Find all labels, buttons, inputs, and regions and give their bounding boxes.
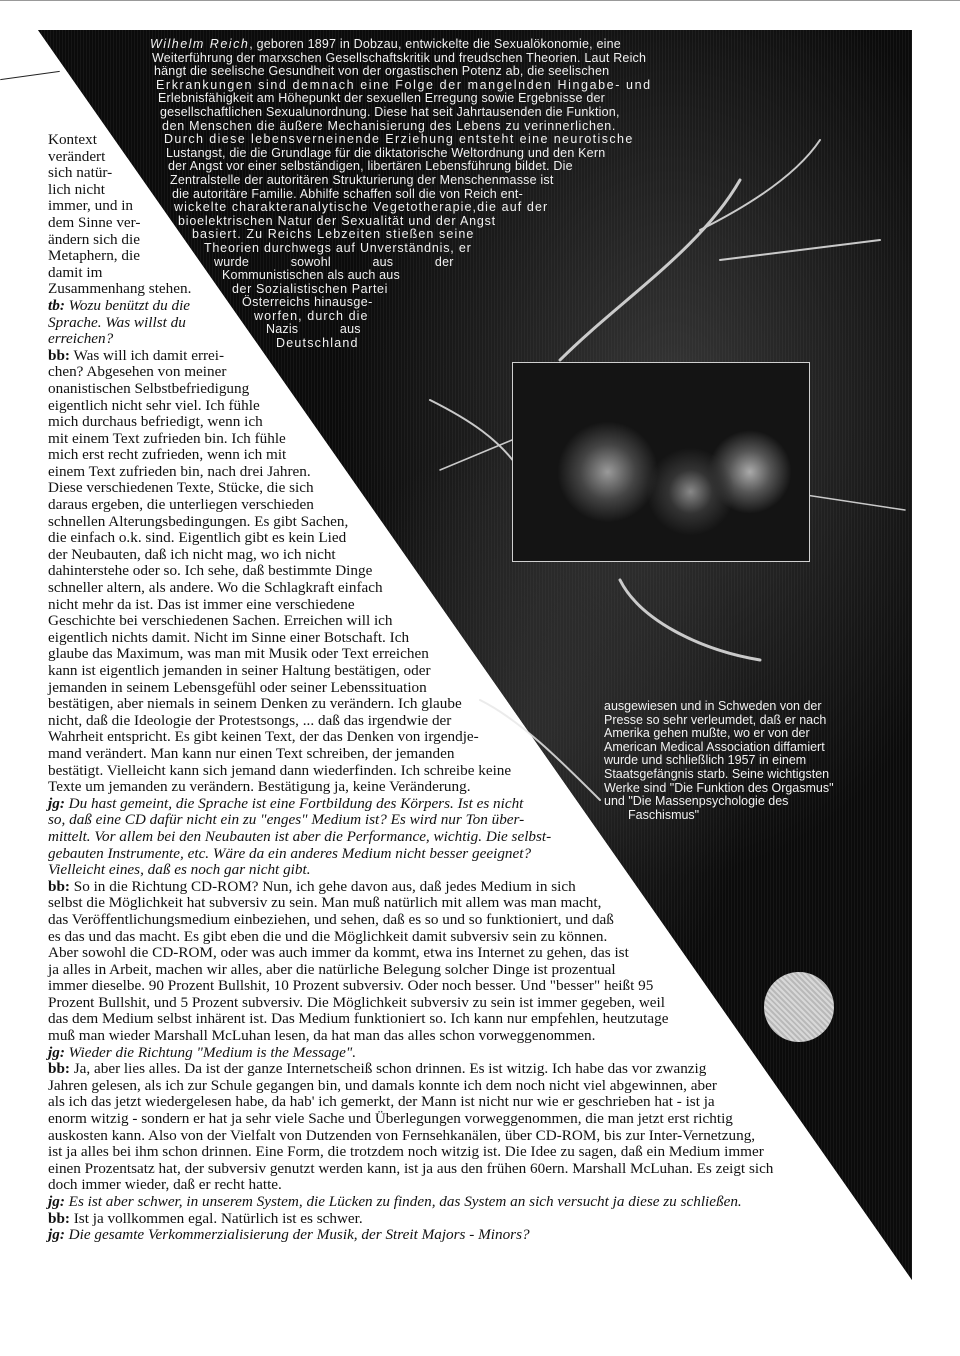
interview-line: [48, 646, 838, 663]
bio-line: die autoritäre Familie. Abhilfe schaffen soll die von Reich ent-: [172, 186, 523, 201]
interview-line: [48, 862, 838, 879]
line-text: chen? Abgesehen von meiner: [48, 363, 227, 381]
line-text: der Neubauten, daß ich nicht mag, wo ich nicht: [48, 545, 336, 563]
interview-line: [48, 364, 838, 381]
interview-line: [48, 945, 838, 962]
interview-line: [48, 879, 838, 896]
line-text: enorm witzig - sondern er hat ja sehr viele Sache und Überlegungen vorweggenommen, die man jetzt erst richtig: [48, 1110, 733, 1128]
interview-line: [48, 431, 838, 448]
interview-line: [48, 497, 838, 514]
bio-line: gesellschaftlichen Sexualunordnung. Diese hat seit Jahrtausenden die Funktion,: [160, 104, 620, 119]
interview-line: [48, 829, 838, 846]
line-text: schnellen Alterungsbedingungen. Es gibt Sachen,: [48, 512, 349, 530]
interview-line: [48, 597, 838, 614]
line-text: Vielleicht eines, daß es noch gar nicht gibt.: [48, 861, 311, 879]
interview-line: [48, 613, 838, 630]
line-text: So in die Richtung CD-ROM? Nun, ich gehe davon aus, daß jedes Medium in sich: [69, 877, 576, 895]
bio-line: worfen, durch die: [254, 308, 369, 323]
bio-line: Presse so sehr verleumdet, daß er nach: [604, 712, 827, 727]
interview-line: [48, 1128, 838, 1145]
bio-line: basiert. Zu Reichs Lebzeiten stießen seine: [192, 227, 475, 242]
bio-line: Österreichs hinausge-: [242, 295, 373, 310]
line-text: Du hast gemeint, die Sprache ist eine Fortbildung des Körpers. Ist es nicht: [64, 794, 524, 812]
interview-line: [48, 1011, 838, 1028]
line-text: mich erst recht zufrieden, wenn ich mit: [48, 446, 287, 464]
bio-line: Wilhelm Reich, geboren 1897 in Dobzau, entwickelte die Sexualökonomie, eine: [150, 37, 621, 51]
interview-line: [48, 1028, 838, 1045]
line-text: Jahren gelesen, als ich zur Schule gegangen bin, und damals konnte ich dem noch nicht viel abgewinnen, aber: [48, 1076, 717, 1094]
line-text: ja alles in Arbeit, machen wir alles, aber die natürliche Belegung solcher Dinge ist prozentual: [48, 960, 616, 978]
bio-line: Erlebnisfähigkeit am Höhepunkt der sexuellen Erregung sowie Ergebnisse der: [158, 91, 605, 106]
bio-line: den Menschen die äußere Mechanisierung des Lebens zu verinnerlichen.: [162, 118, 617, 133]
line-text: immer, und in: [48, 197, 134, 215]
line-text: einem Text zufrieden bin, nach drei Jahren.: [48, 462, 311, 480]
bio-name: Wilhelm Reich: [150, 37, 250, 51]
interview-line: [48, 779, 838, 796]
interview-line: [48, 1111, 838, 1128]
line-text: selbst die Möglichkeit hat subversiv zu sein. Man muß natürlich mit allem was man macht,: [48, 894, 602, 912]
line-text: mit einem Text zufrieden bin. Ich fühle: [48, 429, 286, 447]
line-text: so, daß eine CD dafür nicht ein zu "enges" Medium ist? Es wird nur Ton über-: [48, 811, 525, 829]
speaker-label: jg:: [48, 1193, 65, 1210]
line-text: Es ist aber schwer, in unserem System, die Lücken zu finden, das System an sich versucht ja diese zu schließen.: [64, 1193, 742, 1210]
speaker-label: jg:: [48, 794, 65, 812]
bio-line: hängt die seelische Gesundheit von der orgastischen Potenz ab, die seelischen: [154, 64, 610, 79]
interview-line: [48, 1144, 838, 1161]
line-text: Geschichte bei verschiedenen Sachen. Erreichen will ich: [48, 612, 393, 630]
bio-line: Theorien durchwegs auf Unverständnis, er: [204, 240, 472, 255]
line-text: dem Sinne ver-: [48, 213, 141, 231]
interview-line: [48, 215, 838, 232]
line-text: nicht mehr da ist. Das ist immer eine verschiedene: [48, 595, 355, 613]
interview-line: [48, 663, 838, 680]
interview-line: [48, 563, 838, 580]
interview-line: [48, 1045, 838, 1062]
line-text: auskosten kann. Also von der Vielfalt von Dutzenden von Fernsehkanälen, über CD-ROM, bis zur Inter-Vernetzung,: [48, 1126, 756, 1144]
interview-line: [48, 796, 838, 813]
interview-line: [48, 696, 838, 713]
bio-line: und "Die Massenpsychologie des: [604, 794, 789, 809]
interview-line: [48, 1078, 838, 1095]
speaker-label: tb:: [48, 296, 65, 314]
interview-line: [48, 995, 838, 1012]
bio-line: Lustangst, die die Grundlage für die diktatorische Weltordnung und den Kern: [166, 145, 606, 160]
line-text: nicht, daß die Ideologie der Protestsongs, ... daß das irgendwie der: [48, 711, 452, 729]
interview-line: [48, 929, 838, 946]
interview-line: [48, 680, 838, 697]
interview-line: [48, 1211, 838, 1228]
line-text: bestätigt. Vielleicht kann sich jemand dann wiederfinden. Ich schreibe keine: [48, 761, 512, 779]
line-text: Wieder die Richtung "Medium is the Message".: [64, 1043, 357, 1061]
line-text: Sprache. Was willst du: [48, 313, 186, 331]
line-text: Ja, aber lies alles. Da ist der ganze Internetscheiß schon drinnen. Es ist witzig. Ich habe das vor zwanzig: [69, 1060, 707, 1078]
line-text: muß man wieder Marshall McLuhan lesen, da hat man das alles schon vorweggenommen.: [48, 1027, 596, 1045]
line-text: einen Prozentsatz hat, der subversiv genutzt werden kann, ist ja aus den frühen 60ern. Marshall McLuhan. Es zeigt sich: [48, 1159, 774, 1177]
line-text: Wozu benützt du die: [64, 296, 191, 314]
line-text: Was will ich damit errei-: [69, 346, 225, 364]
interview-line: [48, 729, 838, 746]
line-text: kann ist eigentlich jemanden in seiner Haltung bestätigen, oder: [48, 662, 431, 679]
line-text: dahinterstehe oder so. Ich sehe, daß bestimmte Dinge: [48, 562, 373, 580]
interview-line: [48, 580, 838, 597]
interview-line: [48, 846, 838, 863]
line-text: jemanden in seinem Lebensgefühl oder seiner Lebenssituation: [48, 678, 427, 696]
bio-line: Staatsgefängnis starb. Seine wichtigsten: [604, 766, 830, 781]
line-text: sich natür-: [48, 164, 113, 182]
interview-line: [48, 895, 838, 912]
speaker-label: bb:: [48, 1209, 70, 1227]
line-text: Texte um jemanden zu verändern. Bestätigung ja, keine Veränderung.: [48, 778, 471, 796]
bio-line: Durch diese lebensverneinende Erziehung entsteht eine neurotische: [164, 132, 634, 147]
line-text: immer dieselbe. 90 Prozent Bullshit, 10 Prozent subversiv. Oder noch besser. Und "besser" heißt 95: [48, 977, 654, 995]
bio-line: wurde und schließlich 1957 in einem: [604, 753, 807, 768]
interview-line: [48, 630, 838, 647]
interview-line: [48, 1061, 838, 1078]
line-text: verändert: [48, 147, 106, 165]
line-text: gebauten Instrumente, etc. Wäre da ein anderes Medium nicht besser geeignet?: [48, 844, 532, 862]
bio-line: Werke sind "Die Funktion des Orgasmus": [604, 780, 834, 795]
interview-line: [48, 713, 838, 730]
bio-line: Weiterführung der marxschen Gesellschaftskritik und freudschen Theorien. Laut Reich: [152, 50, 647, 65]
interview-line: [48, 265, 838, 282]
bio-line: Amerika gehen mußte, wo er von der: [604, 726, 810, 741]
line-text: es das und das macht. Es gibt eben die und die Möglichkeit damit subversiv sein zu können.: [48, 927, 608, 945]
interview-text: [48, 132, 838, 1244]
line-text: glaube das Maximum, was man mit Musik oder Text erreichen: [48, 645, 429, 663]
interview-line: [48, 315, 838, 332]
interview-line: [48, 978, 838, 995]
line-text: Kontext: [48, 131, 97, 148]
line-text: eigentlich nichts damit. Nicht im Sinne einer Botschaft. Ich: [48, 628, 410, 646]
interview-line: [48, 165, 838, 182]
line-text: erreichen?: [48, 330, 114, 348]
interview-line: [48, 1177, 838, 1194]
interview-line: [48, 464, 838, 481]
interview-line: [48, 1094, 838, 1111]
line-text: als ich das jetzt wiedergelesen habe, da hab' ich gemerkt, der Mann ist nicht nur wie er geschrieben hat - ist ja: [48, 1093, 715, 1111]
interview-line: [48, 232, 838, 249]
interview-line: [48, 348, 838, 365]
line-text: daraus ergeben, die unterliegen verschieden: [48, 496, 314, 514]
bio-line: Erkrankungen sind demnach eine Folge der mangelnden Hingabe- und: [156, 77, 652, 92]
interview-line: [48, 398, 838, 415]
interview-line: [48, 746, 838, 763]
interview-line: [48, 530, 838, 547]
interview-line: [48, 248, 838, 265]
line-text: onanistischen Selbstbefriedigung: [48, 379, 250, 397]
speaker-label: bb:: [48, 1060, 70, 1078]
line-text: Aber sowohl die CD-ROM, oder was auch immer da kommt, etwa ins Internet zu gehen, das ist: [48, 944, 629, 962]
interview-line: [48, 132, 838, 149]
interview-line: [48, 912, 838, 929]
bio-line: ausgewiesen und in Schweden von der: [604, 699, 822, 713]
line-text: mich durchaus befriedigt, wenn ich: [48, 413, 263, 431]
bio-line: American Medical Association diffamiert: [604, 739, 825, 754]
line-text: lich nicht: [48, 180, 105, 198]
line-text: Ist ja vollkommen egal. Natürlich ist es schwer.: [69, 1209, 363, 1227]
interview-line: [48, 414, 838, 431]
interview-line: [48, 763, 838, 780]
line-text: mittelt. Vor allem bei den Neubauten ist aber die Performance, wichtig. Die selbst-: [48, 827, 552, 845]
interview-line: [48, 812, 838, 829]
interview-line: [48, 198, 838, 215]
bio-line: wurde sowohl aus der: [214, 254, 454, 269]
line-text: Prozent Bullshit, und 5 Prozent subversiv. Die Möglichkeit subversiv zu sein ist immer gegeben, weil: [48, 993, 665, 1011]
interview-line: [48, 447, 838, 464]
interview-line: [48, 962, 838, 979]
interview-line: [48, 514, 838, 531]
line-text: das Veröffentlichungsmedium einbeziehen, und sehen, daß es so und so funktioniert, und daß: [48, 910, 614, 928]
bio-line: Zentralstelle der autoritären Strukturierung der Menschenmasse ist: [170, 172, 554, 187]
line-text: Zusammenhang stehen.: [48, 280, 192, 298]
speaker-label: bb:: [48, 877, 70, 895]
bio-line: bioelektrischen Natur der Sexualität und der Angst: [178, 213, 496, 228]
bio-line: Deutschland: [276, 336, 359, 351]
interview-line: [48, 1227, 838, 1244]
line-text: Die gesamte Verkommerzialisierung der Musik, der Streit Majors - Minors?: [64, 1226, 530, 1244]
interview-line: [48, 1194, 838, 1211]
line-text: mand verändert. Man kann nur einen Text schreiben, der jemanden: [48, 744, 455, 762]
line-text: doch immer wieder, daß er recht hatte.: [48, 1176, 282, 1194]
interview-line: [48, 381, 838, 398]
speaker-label: jg:: [48, 1043, 65, 1061]
bio-line: der Angst vor einer selbständigen, libertären Lebensführung bildet. Die: [168, 159, 573, 174]
line-text: ist ja alles bei ihm schon drinnen. Eine Form, die trotzdem noch witzig ist. Die Idee zu sagen, daß ein Medium immer: [48, 1143, 764, 1161]
interview-line: [48, 480, 838, 497]
line-text: bestätigen, aber niemals in seinem Denken zu verändern. Ich glaube: [48, 695, 462, 713]
speaker-label: jg:: [48, 1226, 65, 1244]
interview-line: [48, 281, 838, 298]
line-text: ändern sich die: [48, 230, 140, 248]
interview-line: [48, 1161, 838, 1178]
interview-line: [48, 547, 838, 564]
bio-line: der Sozialistischen Partei: [232, 281, 388, 296]
line-text: Metaphern, die: [48, 247, 140, 265]
interview-line: [48, 182, 838, 199]
interview-line: [48, 145, 838, 166]
line-text: damit im: [48, 263, 103, 281]
interview-line: [48, 331, 838, 348]
line-text: das dem Medium selbst inhärent ist. Das Medium funktioniert so. Ich kann nur empfehlen, heutzutage: [48, 1010, 669, 1028]
bio-line: Nazis aus: [266, 322, 361, 337]
speaker-label: bb:: [48, 346, 70, 364]
line-text: Diese verschiedenen Texte, Stücke, die sich: [48, 479, 314, 497]
bio-line: Kommunistischen als auch aus: [222, 268, 400, 283]
line-text: schneller altern, als andere. Wo die Schlagkraft einfach: [48, 579, 383, 597]
bio-line: Faschismus": [628, 807, 700, 822]
bio-line: wickelte charakteranalytische Vegetotherapie,die auf der: [174, 200, 549, 215]
line-text: Wahrheit entspricht. Es gibt keinen Text, der das Denken von irgendje-: [48, 728, 479, 746]
line-text: die einfach o.k. sind. Eigentlich gibt es kein Lied: [48, 529, 347, 547]
line-text: eigentlich nicht sehr viel. Ich fühle: [48, 396, 260, 414]
interview-line: [48, 295, 838, 315]
